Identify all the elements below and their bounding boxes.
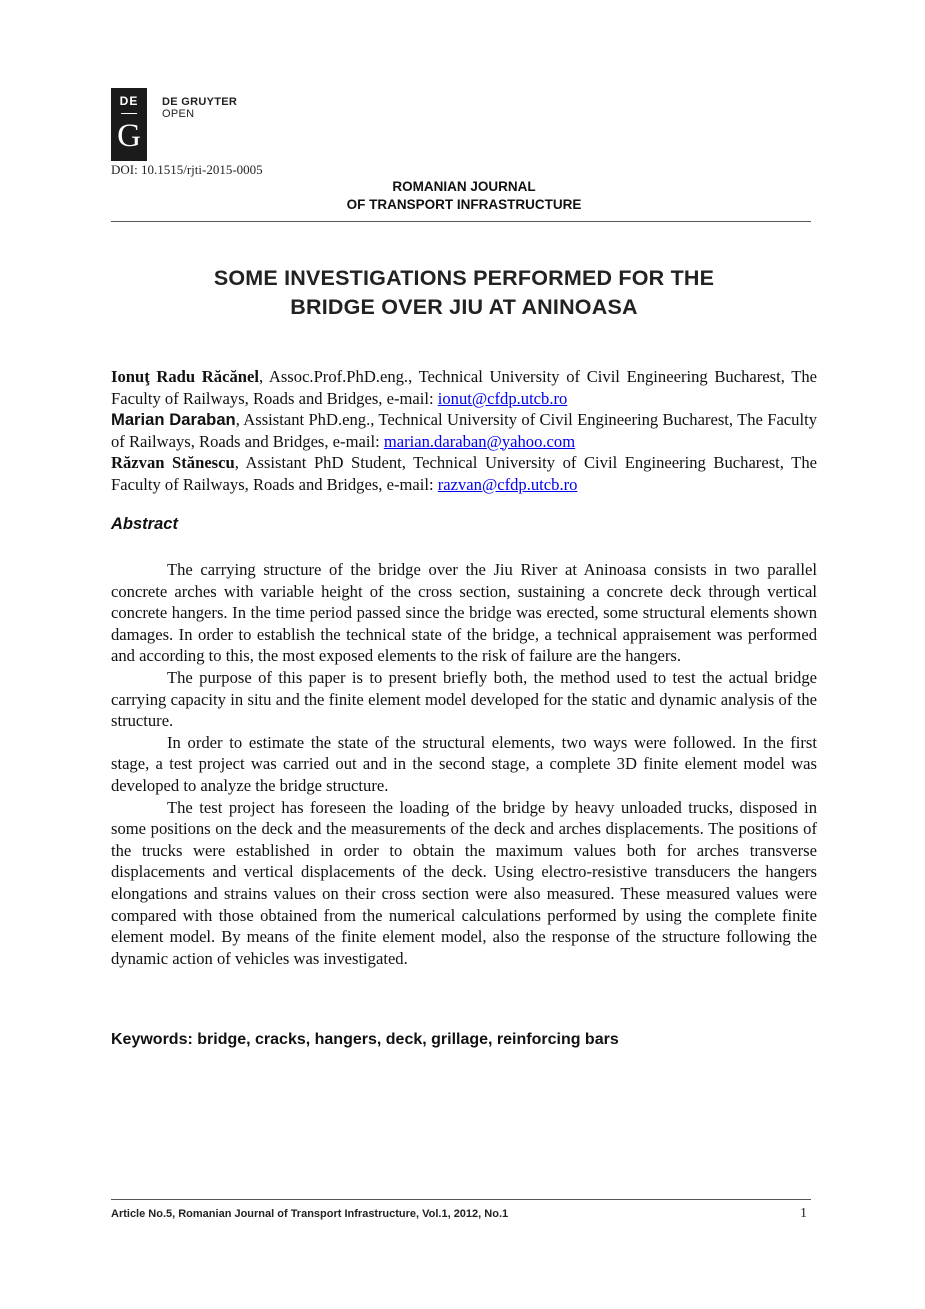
- author-affiliation: , Assistant PhD.eng., Technical University of Civil Engineering Bucharest, The Faculty of Railways, Roads and Bridges, e-mail:: [111, 410, 817, 451]
- author-email-link[interactable]: marian.daraban@yahoo.com: [383, 431, 576, 451]
- author-name: Marian Daraban: [111, 410, 236, 429]
- logo-de-text: DE: [119, 94, 139, 108]
- header-rule: [111, 221, 811, 222]
- author-affiliation: , Assistant PhD Student, Technical University of Civil Engineering Bucharest, The Faculty of Railways, Roads and Bridges, e-mail:: [111, 453, 817, 494]
- abstract-paragraph: In order to estimate the state of the structural elements, two ways were followed. In the first stage, a test project was carried out and in the second stage, a complete 3D finite element model was developed to analyze the bridge structure.: [111, 732, 817, 795]
- author-email-link[interactable]: ionut@cfdp.utcb.ro: [437, 388, 568, 408]
- abstract-paragraph: The carrying structure of the bridge over the Jiu River at Aninoasa consists in two parallel concrete arches with variable height of the cross section, sustaining a concrete deck through vertical concrete hangers. In the time period passed since the bridge was erected, some structural elements shown damages. In order to establish the technical state of the bridge, a technical appraisement was performed and according to this, the most exposed elements to the risk of failure are the hangers.: [111, 560, 817, 666]
- journal-name-line1: ROMANIAN JOURNAL: [392, 179, 536, 194]
- abstract-paragraph: The purpose of this paper is to present briefly both, the method used to test the actual bridge carrying capacity in situ and the finite element model developed for the static and dynamic analysis of the structure.: [111, 667, 817, 731]
- logo-divider: [121, 113, 137, 114]
- paper-title-line1: SOME INVESTIGATIONS PERFORMED FOR THE: [213, 266, 715, 290]
- author-list: [111, 366, 817, 495]
- logo-g-text: G: [117, 118, 141, 154]
- author-entry-3: [111, 452, 817, 495]
- publisher-logo: [111, 88, 147, 161]
- abstract-paragraph: The test project has foreseen the loading of the bridge by heavy unloaded trucks, disposed in some positions on the deck and the measurements of the deck and arches displacements. The positions of the trucks were established in order to obtain the maximum values both for arches transverse displacements and vertical displacements of the deck. Using electro-resistive transducers the hangers elongations and strains values on their cross section were also measured. These measured values were compared with those obtained from the numerical calculations performed by using the complete finite element model. By means of the finite element model, also the response of the structure following the dynamic action of vehicles was investigated.: [111, 797, 817, 968]
- footer-citation: Article No.5, Romanian Journal of Transport Infrastructure, Vol.1, 2012, No.1: [111, 1208, 509, 1220]
- keywords: Keywords: bridge, cracks, hangers, deck, grillage, reinforcing bars: [111, 1031, 619, 1048]
- journal-name-line2: OF TRANSPORT INFRASTRUCTURE: [346, 197, 582, 212]
- author-email-link[interactable]: razvan@cfdp.utcb.ro: [437, 474, 578, 494]
- paper-title-line2: BRIDGE OVER JIU AT ANINOASA: [290, 295, 638, 319]
- abstract-heading: Abstract: [111, 515, 178, 533]
- author-name: Ionuţ Radu Răcănel: [111, 367, 259, 386]
- author-name: Răzvan Stănescu: [111, 453, 235, 472]
- publisher-name: DE GRUYTER: [162, 96, 238, 108]
- doi: DOI: 10.1515/rjti-2015-0005: [111, 162, 263, 177]
- abstract-body: [111, 559, 817, 969]
- author-entry-2: [111, 409, 817, 452]
- page-number: 1: [800, 1206, 807, 1221]
- publisher-subname: OPEN: [162, 108, 195, 120]
- author-affiliation: , Assoc.Prof.PhD.eng., Technical University of Civil Engineering Bucharest, The Faculty of Railways, Roads and Bridges, e-mail:: [111, 367, 818, 408]
- author-entry-1: [111, 366, 817, 409]
- footer-rule: [111, 1199, 811, 1200]
